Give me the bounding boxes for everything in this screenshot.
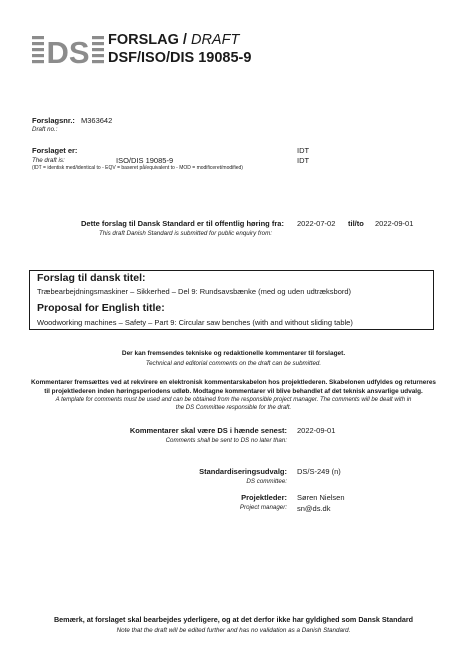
deadline-label-en: Comments shall be sent to DS no later than:: [165, 437, 287, 444]
en-title: Woodworking machines – Safety – Part 9: Circular saw benches (with and without sliding table): [37, 318, 353, 327]
forslaget-label: Forslaget er:: [32, 146, 78, 155]
forslaget-note: (IDT = identisk med/identical to - EQV = baseret på/equivalent to - MOD = modificeret/modified): [32, 165, 243, 171]
hoering-to: 2022-09-01: [375, 219, 414, 228]
en-title-heading: Proposal for English title:: [37, 302, 165, 314]
forslagsnr-label-en: Draft no.:: [32, 126, 58, 133]
forslagsnr-label: Forslagsnr.:: [32, 116, 75, 125]
forslaget-code1: IDT: [297, 146, 310, 155]
manager-email[interactable]: sn@ds.dk: [297, 504, 331, 513]
forslaget-code2: IDT: [297, 156, 310, 165]
hoering-from: 2022-07-02: [297, 219, 336, 228]
manager-label-en: Project manager:: [239, 504, 287, 511]
ds-logo-text: DS: [46, 35, 90, 67]
comments-para-en-b: the DS Committee responsible for the draft.: [175, 405, 292, 411]
committee-value: DS/S-249 (n): [297, 467, 341, 476]
da-title: Træbearbejdningsmaskiner – Sikkerhed – Del 9: Rundsavsbænke (med og uden udtræksbord): [37, 287, 352, 296]
forslag-heading: [108, 32, 239, 48]
footer-note: Bemærk, at forslaget skal bearbejdes yderligere, og at det derfor ikke har gyldighed som Dansk Standard: [53, 615, 414, 624]
comments-para-a: Kommentarer fremsættes ved at rekvirere en elektronisk kommentarskabelon hos projektlederen. Skabelonen udfyldes og returneres: [31, 379, 436, 386]
da-title-heading: Forslag til dansk titel:: [37, 272, 146, 284]
comments-line1: Der kan fremsendes tekniske og redaktionelle kommentarer til forslaget.: [121, 350, 346, 357]
hoering-label-en: This draft Danish Standard is submitted for public enquiry from:: [99, 230, 272, 237]
hoering-til-label: til/to: [348, 219, 364, 228]
comments-para-en-a: A template for comments must be used and can be obtained from the responsible project manager. The comments will be dealt with in: [55, 397, 412, 403]
comments-line1-en: Technical and editorial comments on the draft can be submitted.: [145, 360, 322, 367]
draft-label: DRAFT: [190, 32, 240, 48]
comments-para-b: til projektlederen inden høringsperiodens udløb. Modtagne kommentarer vil blive behandlet af det teknisk ansvarlige udvalg.: [44, 388, 423, 395]
manager-label: Projektleder:: [241, 493, 287, 502]
hoering-label: Dette forslag til Dansk Standard er til offentlig høring fra:: [81, 219, 284, 228]
manager-name: Søren Nielsen: [297, 493, 345, 502]
committee-label-en: DS committee:: [246, 478, 287, 485]
committee-label: Standardiseringsudvalg:: [199, 467, 287, 476]
deadline-label: Kommentarer skal være DS i hænde senest:: [129, 426, 287, 435]
ds-logo: [32, 33, 104, 67]
forslag-label: FORSLAG /: [108, 32, 187, 48]
forslaget-value: ISO/DIS 19085-9: [116, 156, 174, 165]
forslaget-label-en: The draft is:: [32, 157, 65, 164]
deadline-value: 2022-09-01: [297, 426, 336, 435]
footer-note-en: Note that the draft will be edited further and has no validation as a Danish Standard.: [116, 627, 351, 634]
doc-number: DSF/ISO/DIS 19085-9: [108, 50, 252, 66]
forslagsnr-value: M363642: [81, 116, 113, 125]
